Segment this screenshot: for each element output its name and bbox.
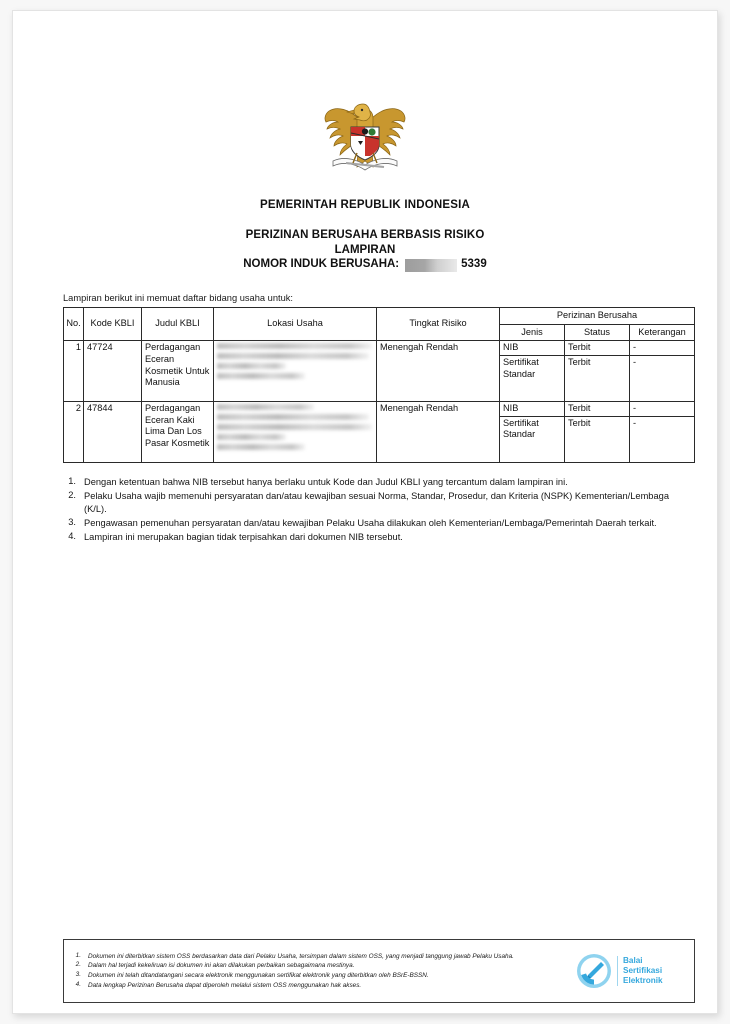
footer-note-item xyxy=(72,961,572,970)
note-text: Lampiran ini merupakan bagian tidak terpisahkan dari dokumen NIB tersebut. xyxy=(84,531,403,542)
cell-keterangan: - xyxy=(630,416,695,462)
footer-note-item xyxy=(72,971,572,980)
bsre-line-3: Elektronik xyxy=(623,976,663,985)
footer-note-index: 2. xyxy=(75,961,81,969)
nib-label: NOMOR INDUK BERUSAHA: xyxy=(243,258,400,271)
header-status: Status xyxy=(565,324,630,341)
cell-kode-kbli: 47844 xyxy=(84,401,142,462)
title-block xyxy=(13,199,717,272)
footer-note-index: 3. xyxy=(75,971,81,978)
note-text: Dengan ketentuan bahwa NIB tersebut hanya berlaku untuk Kode dan Judul KBLI yang tercantum dalam lampiran ini. xyxy=(84,476,568,487)
bsre-logo xyxy=(576,953,694,989)
cell-jenis: NIB xyxy=(500,341,565,356)
cell-jenis: Sertifikat Standar xyxy=(500,355,565,401)
cell-status: Terbit xyxy=(565,416,630,462)
table-header-row-1 xyxy=(64,308,695,325)
footer-note-text: Dokumen ini telah ditandatangani secara elektronik menggunakan sertifikat elektronik yang diterbitkan oleh BSrE-BSSN. xyxy=(88,972,429,979)
cell-tingkat-risiko: Menengah Rendah xyxy=(377,341,500,402)
cell-judul-kbli: Perdagangan Eceran Kaki Lima Dan Los Pasar Kosmetik xyxy=(142,401,214,462)
cell-judul-kbli: Perdagangan Eceran Kosmetik Untuk Manusia xyxy=(142,341,214,402)
bsre-wordmark xyxy=(617,956,663,986)
bsre-line-1: Balai xyxy=(623,956,643,965)
cell-no: 2 xyxy=(64,401,84,462)
note-text: Pelaku Usaha wajib memenuhi persyaratan dan/atau kewajiban sesuai Norma, Standar, Prosedur, dan Kriteria (NSPK) Kementerian/Lembaga (K/L). xyxy=(84,490,669,514)
nib-redaction-bar xyxy=(405,259,457,272)
cell-lokasi-usaha-redacted xyxy=(214,341,377,402)
footer-note-text: Dokumen ini diterbitkan sistem OSS berdasarkan data dari Pelaku Usaha, tersimpan dalam sistem OSS, yang menjadi tanggung jawab Pelaku Usaha. xyxy=(88,952,514,960)
redacted-address-block xyxy=(217,403,374,450)
note-index: 3. xyxy=(68,516,76,527)
footer-note-index: 4. xyxy=(75,980,81,988)
document-title: PERIZINAN BERUSAHA BERBASIS RISIKO xyxy=(245,229,485,241)
header-perizinan-berusaha: Perizinan Berusaha xyxy=(500,308,695,325)
note-index: 4. xyxy=(68,530,76,541)
table-head xyxy=(64,308,695,341)
header-lokasi-usaha: Lokasi Usaha xyxy=(214,308,377,341)
redacted-address-block xyxy=(217,342,374,379)
header-kode-kbli: Kode KBLI xyxy=(84,308,142,341)
cell-status: Terbit xyxy=(565,401,630,416)
footer-note-text: Dalam hal terjadi kekeliruan isi dokumen ini akan dilakukan perbaikan sebagaimana mestinya. xyxy=(88,962,355,970)
cell-tingkat-risiko: Menengah Rendah xyxy=(377,401,500,462)
cell-no: 1 xyxy=(64,341,84,402)
note-item xyxy=(65,476,669,489)
note-index: 1. xyxy=(68,475,76,486)
cell-keterangan: - xyxy=(630,355,695,401)
note-item xyxy=(65,490,669,515)
table-container xyxy=(13,307,717,462)
note-index: 2. xyxy=(68,489,76,500)
footer-disclaimer-box xyxy=(63,939,695,1003)
intro-text: Lampiran berikut ini memuat daftar bidang usaha untuk: xyxy=(63,293,293,304)
bsre-line-2: Sertifikasi xyxy=(623,966,663,975)
header-judul-kbli: Judul KBLI xyxy=(142,308,214,341)
nib-line xyxy=(13,257,717,272)
footer-note-text: Data lengkap Perizinan Berusaha dapat diperoleh melalui sistem OSS menggunakan hak akses. xyxy=(88,981,362,989)
document-page xyxy=(12,10,718,1014)
emblem-container xyxy=(13,89,717,185)
footer-note-item xyxy=(72,981,572,990)
note-text: Pengawasan pemenuhan persyaratan dan/atau kewajiban Pelaku Usaha dilakukan oleh Kementerian/Lembaga/Pemerintah Daerah terkait. xyxy=(84,517,657,528)
garuda-pancasila-emblem xyxy=(313,89,417,185)
document-header xyxy=(13,11,717,272)
cell-keterangan: - xyxy=(630,401,695,416)
footer-notes-list xyxy=(64,946,576,996)
cell-status: Terbit xyxy=(565,341,630,356)
table-row xyxy=(64,341,695,356)
bsre-seal-icon xyxy=(576,953,612,989)
note-item xyxy=(65,531,669,544)
country-heading: PEMERINTAH REPUBLIK INDONESIA xyxy=(259,199,471,211)
header-keterangan: Keterangan xyxy=(630,324,695,341)
cell-kode-kbli: 47724 xyxy=(84,341,142,402)
header-tingkat-risiko: Tingkat Risiko xyxy=(377,308,500,341)
cell-status: Terbit xyxy=(565,355,630,401)
header-jenis: Jenis xyxy=(500,324,565,341)
note-item xyxy=(65,517,669,530)
table-body xyxy=(64,341,695,462)
header-no: No. xyxy=(64,308,84,341)
footer-note-item xyxy=(72,952,572,961)
cell-keterangan: - xyxy=(630,341,695,356)
document-subtitle: LAMPIRAN xyxy=(334,243,396,256)
cell-jenis: NIB xyxy=(500,401,565,416)
nib-value: 5339 xyxy=(461,258,487,271)
notes-list xyxy=(13,463,717,544)
cell-lokasi-usaha-redacted xyxy=(214,401,377,462)
cell-jenis: Sertifikat Standar xyxy=(500,416,565,462)
footer-note-index: 1. xyxy=(75,951,81,959)
kbli-table xyxy=(63,307,695,462)
table-row xyxy=(64,401,695,416)
